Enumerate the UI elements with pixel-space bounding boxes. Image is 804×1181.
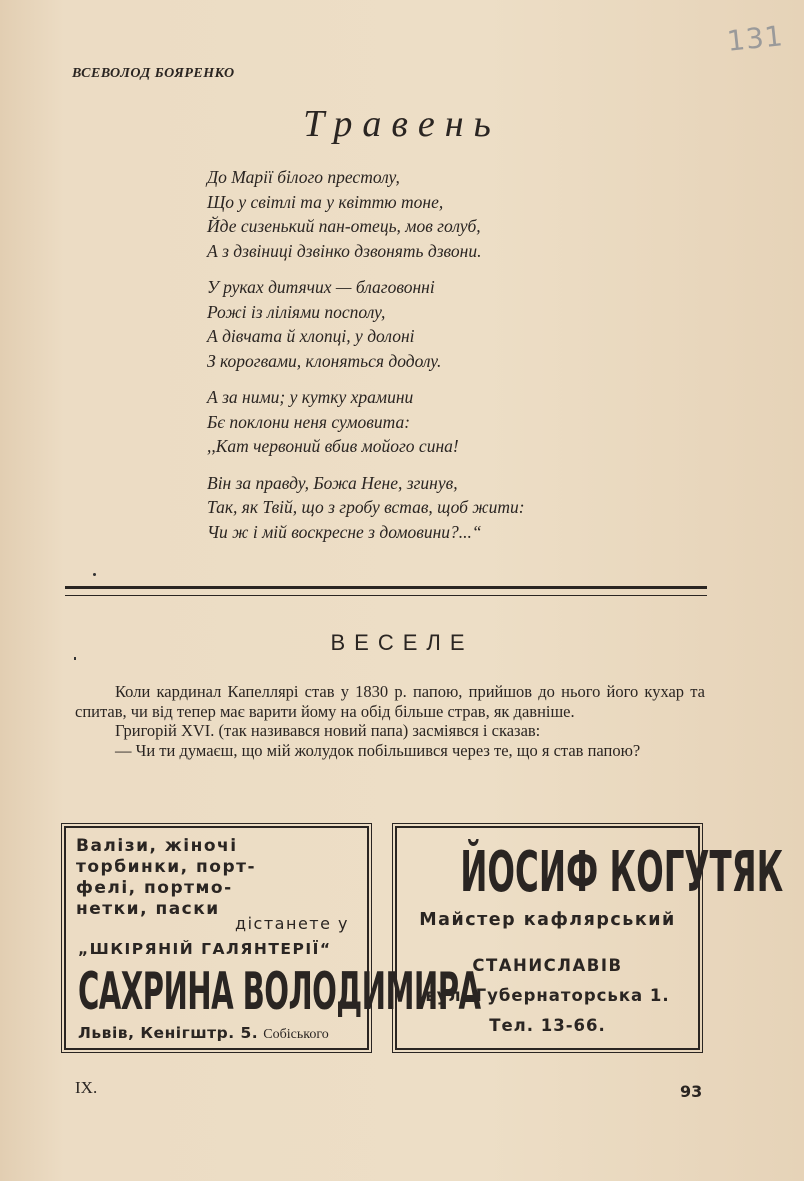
section-title: ВЕСЕЛЕ (330, 630, 474, 655)
ad-trade: Майстер кафлярський (419, 910, 676, 930)
signature-mark: IX. (75, 1078, 98, 1097)
author-name: ВСЕВОЛОД БОЯРЕНКО (72, 66, 235, 81)
ad-street: вул. Губернаторська 1. (425, 986, 670, 1005)
poem-line: А з дзвіниці дзвінко дзвонять дзвони. (207, 240, 482, 261)
ad-address-street: Львів, Кенігштр. 5. (78, 1024, 259, 1042)
advertisement-stove-maker (395, 826, 784, 1050)
anecdote-paragraph: Григорій XVI. (так називався новий папа) засміявся і сказав: (115, 721, 541, 740)
ink-speck (74, 657, 76, 660)
stanza-4 (207, 471, 647, 545)
divider-thin (65, 595, 707, 596)
ad-owner-name: ЙОСИФ КОГУТЯК (460, 840, 784, 905)
ad-line: фелі, портмо- (76, 878, 233, 898)
poem-line: До Марії білого престолу, (207, 167, 400, 187)
poem-line: Рожі із ліліями посполу, (207, 301, 386, 322)
poem-line: А за ними; у кутку храмини (207, 387, 414, 407)
ad-line: нетки, паски (76, 899, 220, 919)
ad-owner-name: САХРИНА ВОЛОДИМИРА (78, 962, 481, 1022)
page-number: 93 (680, 1082, 703, 1101)
poem-line: Чи ж і мій воскресне з домовини?...“ (207, 521, 482, 542)
ad-shop-name: „ШКІРЯНІЙ ГАЛЯНТЕРІЇ“ (78, 940, 332, 958)
archive-number: 131 (725, 19, 786, 58)
stanza-2 (207, 275, 647, 373)
divider-thick (65, 586, 707, 589)
ad-address (78, 1023, 329, 1043)
ink-speck (93, 573, 96, 576)
ad-line: дістанете у (235, 914, 349, 933)
advertisement-leather-goods (64, 826, 481, 1050)
stanza-3 (207, 385, 647, 459)
poem-line: ,,Кат червоний вбив мойого сина! (207, 436, 459, 456)
stanza-1 (207, 165, 647, 263)
anecdote-paragraph: — Чи ти думаєш, що мій жолудок побільшився через те, що я став папою? (115, 740, 641, 760)
ad-city: СТАНИСЛАВІВ (472, 956, 623, 975)
poem-line: Так, як Твій, що з гробу встав, щоб жити: (207, 497, 525, 517)
poem-line: З корогвами, клоняться додолу. (207, 350, 442, 371)
anecdote (75, 682, 705, 760)
poem-line: Він за правду, Божа Нене, згинув, (207, 472, 458, 493)
poem-line: Що у світлі та у квіттю тоне, (207, 191, 444, 212)
poem-body (207, 165, 647, 556)
ad-line: Валізи, жіночі (76, 836, 238, 856)
poem-line: А дівчата й хлопці, у долоні (207, 326, 415, 346)
poem-line: Бє поклони неня сумовита: (207, 411, 411, 432)
poem-line: Йде сизенький пан-отець, мов голуб, (207, 216, 481, 236)
poem-line: У руках дитячих — благовонні (207, 277, 435, 297)
ad-line: торбинки, порт- (76, 857, 257, 877)
anecdote-paragraph: Коли кардинал Капеллярі став у 1830 р. папою, прийшов до нього його кухар та спитав, чи від тепер має варити йому на обід більше страв, як давніше. (75, 682, 705, 721)
ad-phone: Тел. 13-66. (489, 1016, 606, 1035)
poem-title: Травень (303, 103, 501, 145)
ad-address-extra: Собіського (263, 1027, 329, 1042)
